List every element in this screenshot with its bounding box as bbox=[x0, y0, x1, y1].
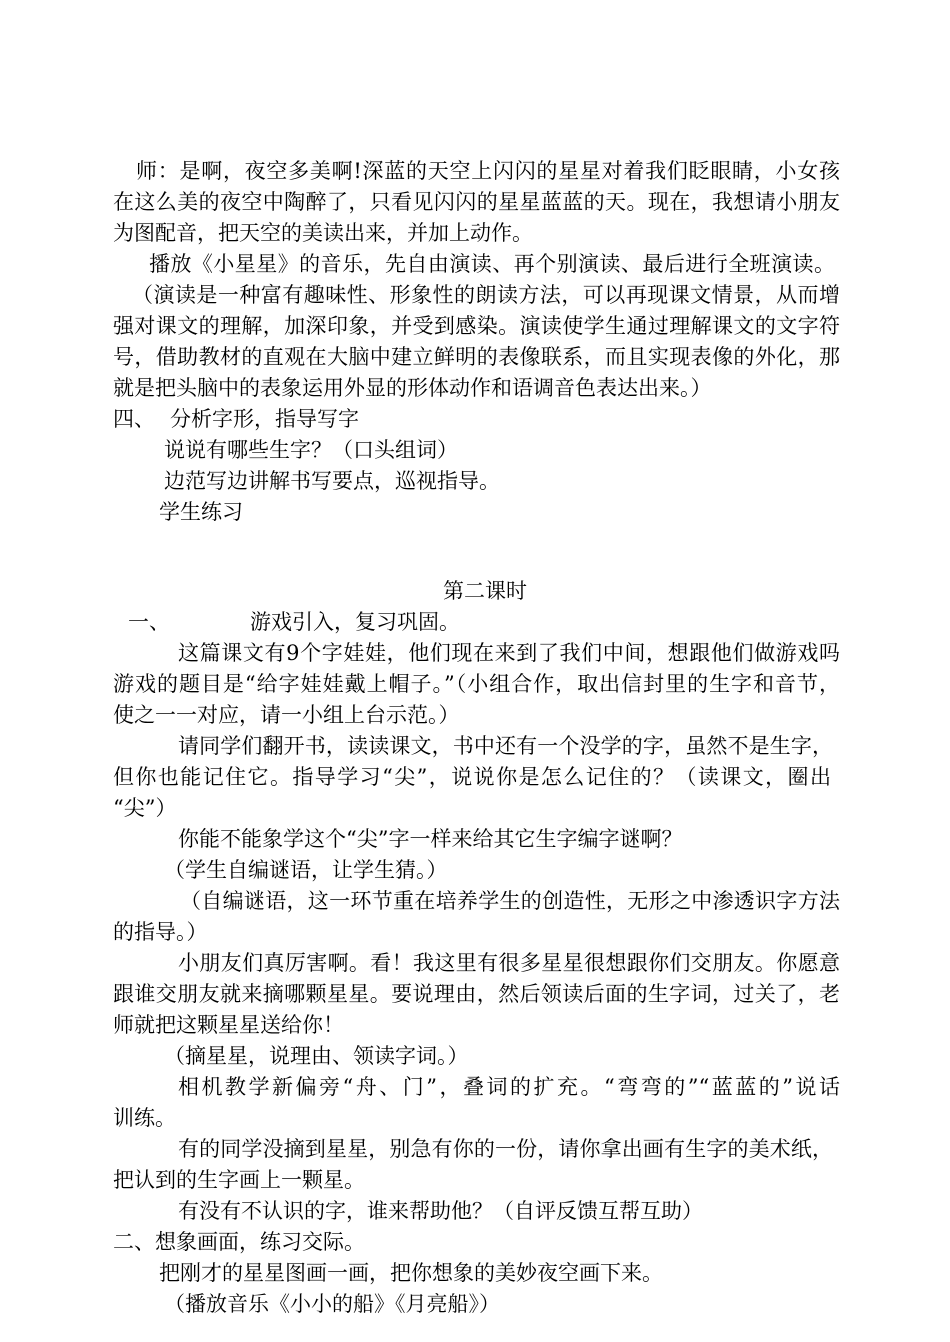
lesson-title: 第二课时 bbox=[443, 579, 527, 603]
section-number: 四、 bbox=[113, 407, 155, 431]
paragraph-line: 有的同学没摘到星星，别急有你的一份，请你拿出画有生字的美术纸， bbox=[178, 1137, 833, 1161]
paragraph-line: 把认到的生字画上一颗星。 bbox=[113, 1168, 365, 1192]
paragraph-line: 强对课文的理解，加深印象，并受到感染。演读使学生通过理解课文的文字符 bbox=[113, 314, 840, 338]
paragraph-line: 为图配音，把天空的美读出来，并加上动作。 bbox=[113, 221, 533, 245]
section-heading: 分析字形，指导写字 bbox=[170, 407, 359, 431]
paragraph-line: 就是把头脑中的表象运用外显的形体动作和语调音色表达出来。） bbox=[113, 376, 712, 400]
paragraph-line: 号，借助教材的直观在大脑中建立鲜明的表像联系，而且实现表像的外化，那 bbox=[113, 345, 840, 369]
paragraph-line: 跟谁交朋友就来摘哪颗星星。要说理由，然后领读后面的生字词，过关了，老 bbox=[113, 982, 840, 1006]
paragraph-line: 在这么美的夜空中陶醉了，只看见闪闪的星星蓝蓝的天。现在，我想请小朋友 bbox=[113, 190, 840, 214]
paragraph-line: 相机教学新偏旁“舟、门”，叠词的扩充。“弯弯的”“蓝蓝的”说话 bbox=[178, 1075, 840, 1099]
paragraph-line: （演读是一种富有趣味性、形象性的朗读方法，可以再现课文情景，从而增 bbox=[132, 283, 840, 307]
paragraph-line: 师就把这颗星星送给你！ bbox=[113, 1013, 344, 1037]
section-heading: 游戏引入，复习巩固。 bbox=[250, 610, 460, 634]
paragraph-line: 的指导。） bbox=[113, 920, 208, 944]
paragraph-line: 说说有哪些生字？（口头组词） bbox=[164, 438, 458, 462]
paragraph-line: 边范写边讲解书写要点，巡视指导。 bbox=[164, 469, 500, 493]
paragraph-line: 请同学们翻开书，读读课文，书中还有一个没学的字，虽然不是生字， bbox=[178, 734, 833, 758]
paragraph-line: 但你也能记住它。指导学习“尖”，说说你是怎么记住的？（读课文，圈出 bbox=[113, 765, 831, 789]
paragraph-line: 小朋友们真厉害啊。看！我这里有很多星星很想跟你们交朋友。你愿意 bbox=[178, 951, 840, 975]
paragraph-line: “尖”） bbox=[113, 796, 177, 820]
paragraph-line: （自编谜语，这一环节重在培养学生的创造性，无形之中渗透识字方法 bbox=[180, 889, 840, 913]
paragraph-line: 播放《小星星》的音乐，先自由演读、再个别演读、最后进行全班演读。 bbox=[149, 252, 835, 276]
paragraph-line: （摘星星，说理由、领读字词。） bbox=[164, 1044, 469, 1068]
paragraph-line: 游戏的题目是“给字娃娃戴上帽子。”（小组合作，取出信封里的生字和音节， bbox=[113, 672, 840, 696]
paragraph-line: 使之一一对应，请一小组上台示范。） bbox=[113, 703, 460, 727]
paragraph-line: 师：是啊，夜空多美啊!深蓝的天空上闪闪的星星对着我们眨眼睛，小女孩 bbox=[136, 159, 840, 183]
paragraph-line: 训练。 bbox=[113, 1106, 176, 1130]
paragraph-line: 这篇课文有9个字娃娃，他们现在来到了我们中间，想跟他们做游戏吗 bbox=[178, 641, 840, 665]
paragraph-line: 把刚才的星星图画一画，把你想象的美妙夜空画下来。 bbox=[159, 1261, 663, 1285]
paragraph-line: 有没有不认识的字，谁来帮助他？（自评反馈互帮互助） bbox=[178, 1199, 703, 1223]
section-heading: 二、想象画面，练习交际。 bbox=[113, 1230, 365, 1254]
paragraph-line: （学生自编谜语，让学生猜。） bbox=[164, 858, 448, 882]
paragraph-line: 你能不能象学这个“尖”字一样来给其它生字编字谜啊？ bbox=[178, 827, 683, 851]
paragraph-line: （播放音乐《小小的船》《月亮船》） bbox=[164, 1292, 500, 1316]
section-number: 一、 bbox=[128, 610, 170, 634]
paragraph-line: 学生练习 bbox=[159, 500, 243, 524]
